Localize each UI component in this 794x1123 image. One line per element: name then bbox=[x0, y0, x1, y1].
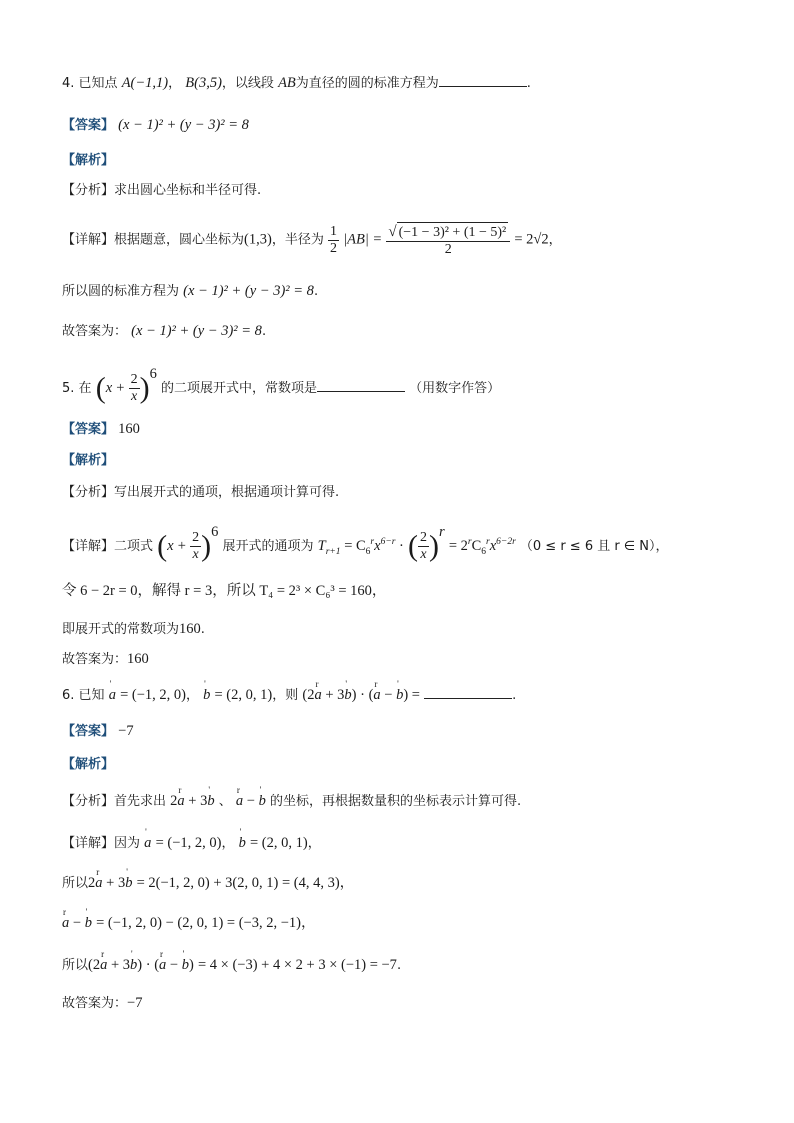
q5-line2: 令 6 − 2r = 0，解得 r = 3，所以 T₄ = 2³ × C₆³ = 160， bbox=[62, 583, 387, 599]
q6-xiangjie: 【详解】因为 ' a = (−1, 2, 0)， ' b = (2, 0, 1)， bbox=[62, 834, 321, 853]
answer-blank bbox=[439, 74, 527, 87]
q5-stem: 5. 在 (x + $\frac{2}{x}$ )$^6$ 的二项展开式中，常数项是 （用数字作答） bbox=[62, 366, 501, 405]
q4-analysis-tag: 【解析】 bbox=[62, 153, 115, 168]
q6-analysis-tag: 【解析】 bbox=[62, 757, 115, 772]
answer-value: −7 bbox=[118, 723, 134, 739]
q4-stem: 4. 已知点 A(−1,1)， B(3,5)，以线段 AB为直径的圆的标准方程为 . bbox=[62, 75, 531, 91]
q6-fenxi: 【分析】首先求出 2r a + 3' b 、 r a − ' b 的坐标，再根据数量积的坐标表示计算可得. bbox=[62, 792, 521, 811]
answer-blank bbox=[317, 379, 405, 392]
q6-answer: 【答案】 −7 bbox=[62, 723, 134, 739]
q4-fenxi: 【分析】求出圆心坐标和半径可得. bbox=[62, 183, 262, 198]
point-a: A(−1,1) bbox=[121, 75, 169, 91]
half-fraction: $\frac{1}{2}$ bbox=[329, 223, 337, 256]
q4-xiangjie: 【详解】根据题意，圆心坐标为(1,3)，半径为 $\frac{1}{2}$ |AB| = $\frac{\text{√ (−1 − 3)² + (1 − 5)²}}{2}$ = 2√2， bbox=[62, 223, 562, 257]
answer-value: (x − 1)² + (y − 3)² = 8 bbox=[118, 117, 249, 133]
answer-blank bbox=[424, 686, 512, 699]
two-over-x-fraction: $\frac{2}{x}$ bbox=[130, 372, 138, 404]
q4-answer: 【答案】 (x − 1)² + (y − 3)² = 8 bbox=[62, 117, 249, 133]
q5-xiangjie: 【详解】二项式 (x + $\frac{2}{x}$ )$^6$ 展开式的通项为 $T_{r+1} = C_6^rx^{6-r}$ · ( $\frac{2}{x}$ )$^r = 2^rC_6^rx^{6-2r}$ （0 ≤ r ≤ 6 且 r ∈ N）， bbox=[62, 524, 669, 563]
q5-answer: 【答案】 160 bbox=[62, 421, 140, 437]
q4-line2: 所以圆的标准方程为 (x − 1)² + (y − 3)² = 8. bbox=[62, 283, 319, 299]
radius-fraction: $\frac{\text{√ (−1 − 3)² + (1 − 5)²}}{2}$ bbox=[386, 222, 510, 258]
q6-stem: 6. 已知 ' a = (−1, 2, 0)， ' b = (2, 0, 1)，则 (2r a + 3' b) · (r a − ' b) = . bbox=[62, 686, 516, 705]
q6-d1: 所以2r a + 3' b = 2(−1, 2, 0) + 3(2, 0, 1) = (4, 4, 3)， bbox=[62, 874, 354, 893]
q5-final: 故答案为：160 bbox=[62, 651, 149, 667]
q6-d3: 所以(2r a + 3' b) · (r a − ' b) = 4 × (−3) + 4 × 2 + 3 × (−1) = −7. bbox=[62, 956, 401, 975]
q5-line3: 即展开式的常数项为160. bbox=[62, 621, 205, 637]
q5-analysis-tag: 【解析】 bbox=[62, 453, 115, 468]
q6-final: 故答案为：−7 bbox=[62, 995, 143, 1011]
answer-value: 160 bbox=[118, 421, 140, 437]
q6-d2: r a − ' b = (−1, 2, 0) − (2, 0, 1) = (−3, 2, −1)， bbox=[62, 914, 316, 933]
point-b: B(3,5) bbox=[185, 75, 222, 91]
q4-final: 故答案为： (x − 1)² + (y − 3)² = 8. bbox=[62, 323, 267, 339]
q5-fenxi: 【分析】写出展开式的通项，根据通项计算可得. bbox=[62, 485, 340, 500]
